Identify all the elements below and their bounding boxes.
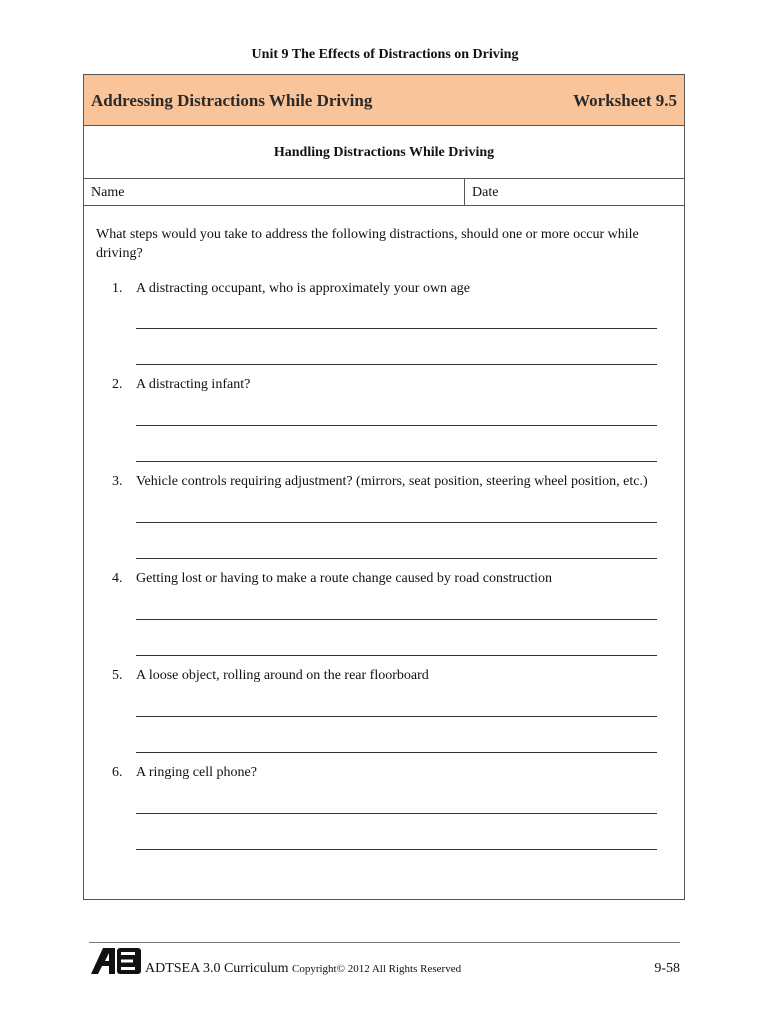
answer-line[interactable]	[136, 461, 657, 462]
question-text: A distracting infant?	[136, 377, 251, 392]
worksheet-title: Addressing Distractions While Driving	[91, 91, 373, 110]
copyright-notice: Copyright© 2012 All Rights Reserved	[292, 963, 462, 975]
question-text: Vehicle controls requiring adjustment? (mirrors, seat position, steering wheel position, etc.)	[136, 474, 648, 489]
question-number: 5.	[112, 668, 123, 683]
answer-line[interactable]	[136, 364, 657, 365]
question-text: A distracting occupant, who is approximately your own age	[136, 281, 470, 296]
unit-title: Unit 9 The Effects of Distractions on Driving	[251, 47, 519, 62]
question-number: 6.	[112, 765, 123, 780]
footer-rule	[89, 942, 680, 943]
question-text: Getting lost or having to make a route change caused by road construction	[136, 571, 552, 586]
answer-line[interactable]	[136, 619, 657, 620]
answer-line[interactable]	[136, 425, 657, 426]
curriculum-name: ADTSEA 3.0 Curriculum	[145, 961, 289, 976]
question-text: A loose object, rolling around on the rear floorboard	[136, 668, 429, 683]
name-field-label[interactable]: Name	[91, 185, 125, 200]
worksheet-number: Worksheet 9.5	[573, 91, 677, 110]
worksheet-banner	[84, 75, 684, 126]
name-date-row	[84, 179, 684, 206]
question-number: 2.	[112, 377, 123, 392]
answer-line[interactable]	[136, 522, 657, 523]
subtitle-row	[84, 126, 684, 179]
worksheet-box	[83, 74, 685, 900]
answer-line[interactable]	[136, 813, 657, 814]
answer-line[interactable]	[136, 716, 657, 717]
question-number: 4.	[112, 571, 123, 586]
date-field-label[interactable]: Date	[472, 185, 499, 200]
question-number: 3.	[112, 474, 123, 489]
answer-line[interactable]	[136, 558, 657, 559]
question-number: 1.	[112, 281, 123, 296]
answer-line[interactable]	[136, 328, 657, 329]
adtsea-logo	[91, 948, 141, 974]
footer-credit	[145, 961, 461, 977]
answer-line[interactable]	[136, 655, 657, 656]
answer-line[interactable]	[136, 752, 657, 753]
question-text: A ringing cell phone?	[136, 765, 257, 780]
name-date-divider	[464, 179, 465, 205]
answer-line[interactable]	[136, 849, 657, 850]
page-number: 9-58	[654, 961, 680, 976]
worksheet-subtitle: Handling Distractions While Driving	[273, 145, 495, 160]
instructions: What steps would you take to address the following distractions, should one or more occur while driving?	[96, 227, 639, 261]
